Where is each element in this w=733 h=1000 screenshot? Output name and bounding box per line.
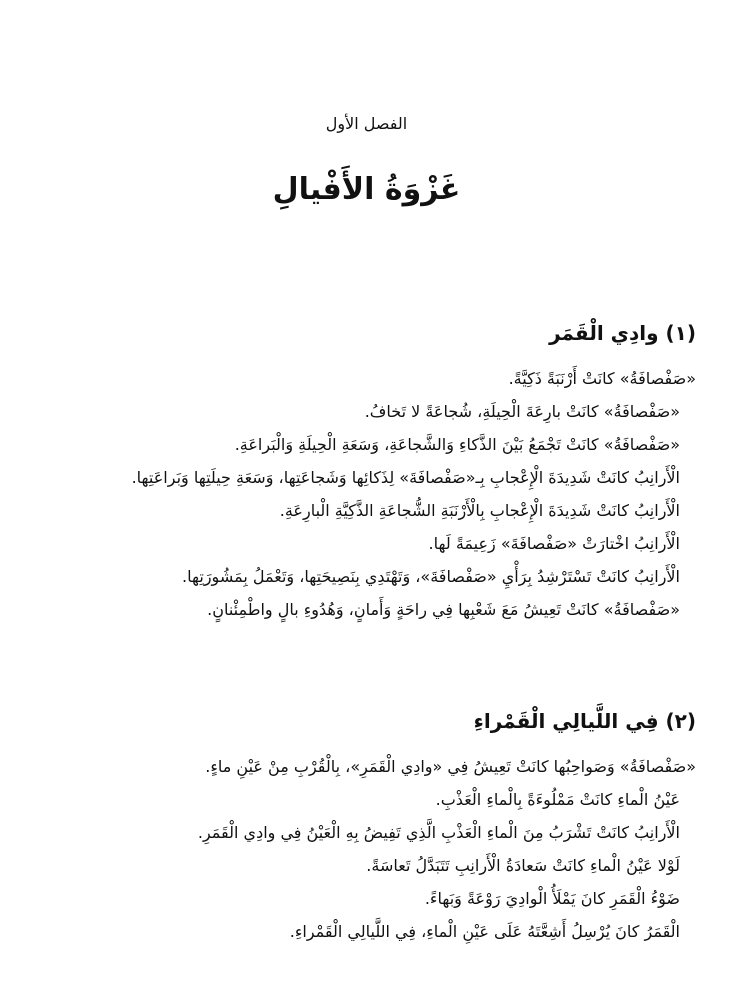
paragraph: ضَوْءُ الْقَمَرِ كانَ يَمْلَأُ الْوادِيَ رَوْعَةً وَبَهاءً. <box>424 889 680 908</box>
paragraph: «صَفْصافَةُ» كانَتْ أَرْنَبَةً ذَكِيَّةً. <box>508 369 696 388</box>
paragraph: الْأَرانِبُ كانَتْ تَشْرَبُ مِنَ الْماءِ الْعَذْبِ الَّذِي تَفِيضُ بِهِ الْعَيْنُ فِي وادِي الْقَمَرِ. <box>197 823 680 842</box>
paragraph: الْأَرانِبُ كانَتْ شَدِيدَةَ الْإِعْجابِ بِـ«صَفْصافَةَ» لِذَكائِها وَشَجاعَتِها، وَسَعَةِ حِيلَتِها وَبَراعَتِها. <box>131 468 680 487</box>
paragraph: «صَفْصافَةُ» كانَتْ تَعِيشُ مَعَ شَعْبِها فِي راحَةٍ وَأَمانٍ، وَهُدُوءِ بالٍ واطْمِئْنانٍ. <box>207 600 680 619</box>
section-heading: (٢) فِي اللَّيالِي الْقَمْراءِ <box>473 709 696 733</box>
paragraph: عَيْنُ الْماءِ كانَتْ مَمْلُوءَةً بِالْماءِ الْعَذْبِ. <box>435 790 680 809</box>
paragraph: «صَفْصافَةُ» وَصَواحِبُها كانَتْ تَعِيشُ فِي «وادِي الْقَمَرِ»، بِالْقُرْبِ مِنْ عَيْنِ ماءٍ. <box>205 757 696 776</box>
paragraph: لَوْلا عَيْنُ الْماءِ كانَتْ سَعادَةُ الْأَرانِبِ تَتَبَدَّلُ تَعاسَةً. <box>366 856 680 875</box>
paragraph: الْأَرانِبُ كانَتْ تَسْتَرْشِدُ بِرَأْيِ «صَفْصافَةَ»، وَتَهْتَدِي بِنَصِيحَتِها، وَتَعْمَلُ بِمَشُورَتِها. <box>182 567 680 586</box>
paragraph: الْأَرانِبُ اخْتارَتْ «صَفْصافَةَ» زَعِيمَةً لَها. <box>428 534 680 553</box>
chapter-label: الفصل الأول <box>325 114 408 133</box>
paragraph: «صَفْصافَةُ» كانَتْ تَجْمَعُ بَيْنَ الذَّكاءِ وَالشَّجاعَةِ، وَسَعَةِ الْحِيلَةِ وَالْبَراعَةِ. <box>234 435 680 454</box>
chapter-title: غَزْوَةُ الأَفْيالِ <box>272 172 461 207</box>
section-heading: (١) وادِي الْقَمَر <box>549 321 696 345</box>
paragraph: الْقَمَرُ كانَ يُرْسِلُ أَشِعَّتَهُ عَلَى عَيْنِ الْماءِ، فِي اللَّيالِي الْقَمْراءِ. <box>289 922 680 941</box>
section-wadi-al-qamar <box>30 318 696 626</box>
paragraph: الْأَرانِبُ كانَتْ شَدِيدَةَ الْإِعْجابِ بِالْأَرْنَبَةِ الشُّجاعَةِ الذَّكِيَّةِ الْبارِعَةِ. <box>279 501 680 520</box>
paragraph: «صَفْصافَةُ» كانَتْ بارِعَةَ الْحِيلَةِ، شُجاعَةً لا تَخافُ. <box>364 402 680 421</box>
section-moonlit-nights <box>30 706 696 948</box>
